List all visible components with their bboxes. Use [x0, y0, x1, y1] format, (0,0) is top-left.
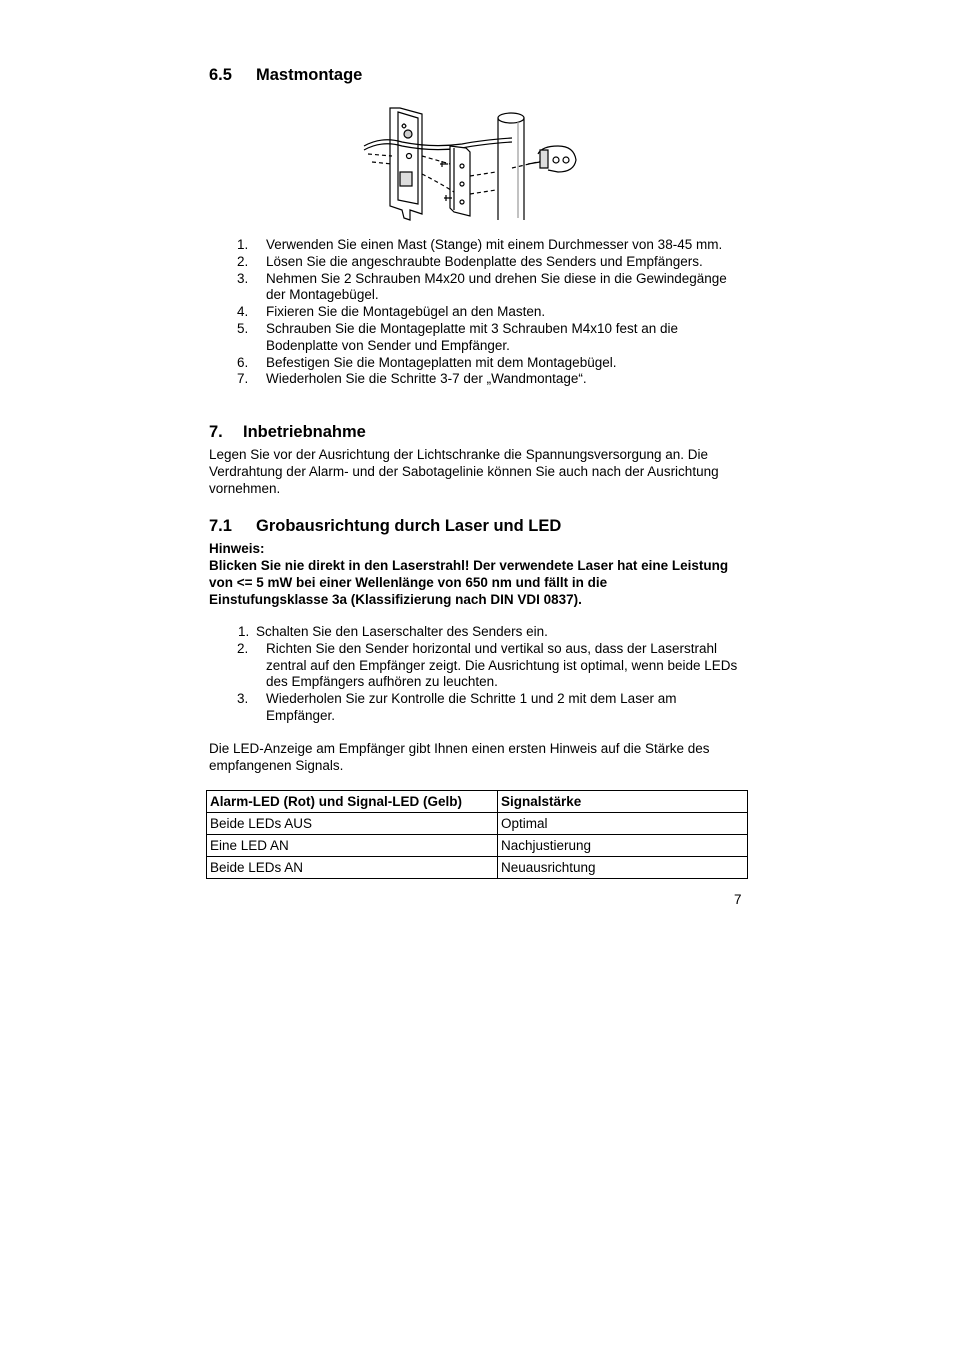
heading-number: 7.1 — [209, 517, 232, 535]
page-number: 7 — [734, 892, 742, 907]
led-signal-table — [206, 790, 748, 879]
list-item: 6. Befestigen Sie die Montageplatten mit dem Montagebügel. — [237, 354, 617, 370]
heading-title: Mastmontage — [256, 66, 363, 84]
table-cell: Eine LED AN — [207, 835, 498, 857]
table-cell: Neuausrichtung — [498, 857, 748, 879]
heading-7-1 — [209, 517, 561, 536]
alignment-steps — [209, 624, 739, 725]
heading-6-5 — [209, 66, 362, 85]
list-item: 5. Schrauben Sie die Montageplatte mit 3 Schrauben M4x10 fest an die Bodenplatte von Sender und Empfänger. — [237, 320, 679, 353]
table-cell: Beide LEDs AUS — [207, 813, 498, 835]
table-cell: Nachjustierung — [498, 835, 748, 857]
mast-mounting-illustration — [362, 106, 592, 222]
table-row — [207, 835, 748, 857]
list-item: 1. Verwenden Sie einen Mast (Stange) mit einem Durchmesser von 38-45 mm. — [237, 237, 723, 252]
mast-mounting-steps — [209, 237, 739, 388]
list-item: 2. Lösen Sie die angeschraubte Bodenplatte des Senders und Empfängers. — [237, 253, 703, 269]
list-item: 7. Wiederholen Sie die Schritte 3-7 der „Wandmontage“. — [237, 371, 587, 387]
column-header: Signalstärke — [498, 791, 748, 813]
heading-number: 7. — [209, 423, 223, 441]
table-cell: Beide LEDs AN — [207, 857, 498, 879]
list-item: 3. Nehmen Sie 2 Schrauben M4x20 und drehen Sie diese in die Gewindegänge der Montagebügel. — [237, 270, 727, 303]
heading-title: Grobausrichtung durch Laser und LED — [256, 517, 562, 535]
commissioning-intro: Legen Sie vor der Ausrichtung der Lichtschranke die Spannungsversorgung an. Die Verdrahtung der Alarm- und der Sabotagelinie können Sie auch nach der Ausrichtung vornehmen. — [209, 447, 719, 496]
list-item: 3. Wiederholen Sie zur Kontrolle die Schritte 1 und 2 mit dem Laser am Empfänger. — [237, 691, 677, 723]
note-label: Hinweis: — [209, 541, 265, 556]
heading-title: Inbetriebnahme — [243, 423, 366, 441]
table-row — [207, 857, 748, 879]
laser-warning: Blicken Sie nie direkt in den Laserstrahl! Der verwendete Laser hat eine Leistung von <= 5 mW bei einer Wellenlänge von 650 nm und fällt in die Einstufungsklasse 3a (Klassifizierung nach DIN VDI 0837). — [209, 558, 729, 607]
list-item: 2. Richten Sie den Sender horizontal und vertikal so aus, dass der Laserstrahl zentral auf den Empfänger zeigt. Die Ausrichtung ist optimal, wenn beide LEDs des Empfängers aufhören zu leuchten. — [237, 640, 738, 690]
table-cell: Optimal — [498, 813, 748, 835]
table-header-row — [207, 791, 748, 813]
table-row — [207, 813, 748, 835]
led-intro: Die LED-Anzeige am Empfänger gibt Ihnen einen ersten Hinweis auf die Stärke des empfangenen Signals. — [209, 741, 710, 773]
heading-7 — [209, 423, 366, 442]
list-item: 1. Schalten Sie den Laserschalter des Senders ein. — [238, 624, 548, 639]
list-item: 4. Fixieren Sie die Montagebügel an den Masten. — [237, 304, 546, 320]
heading-number: 6.5 — [209, 66, 232, 84]
column-header: Alarm-LED (Rot) und Signal-LED (Gelb) — [207, 791, 498, 813]
